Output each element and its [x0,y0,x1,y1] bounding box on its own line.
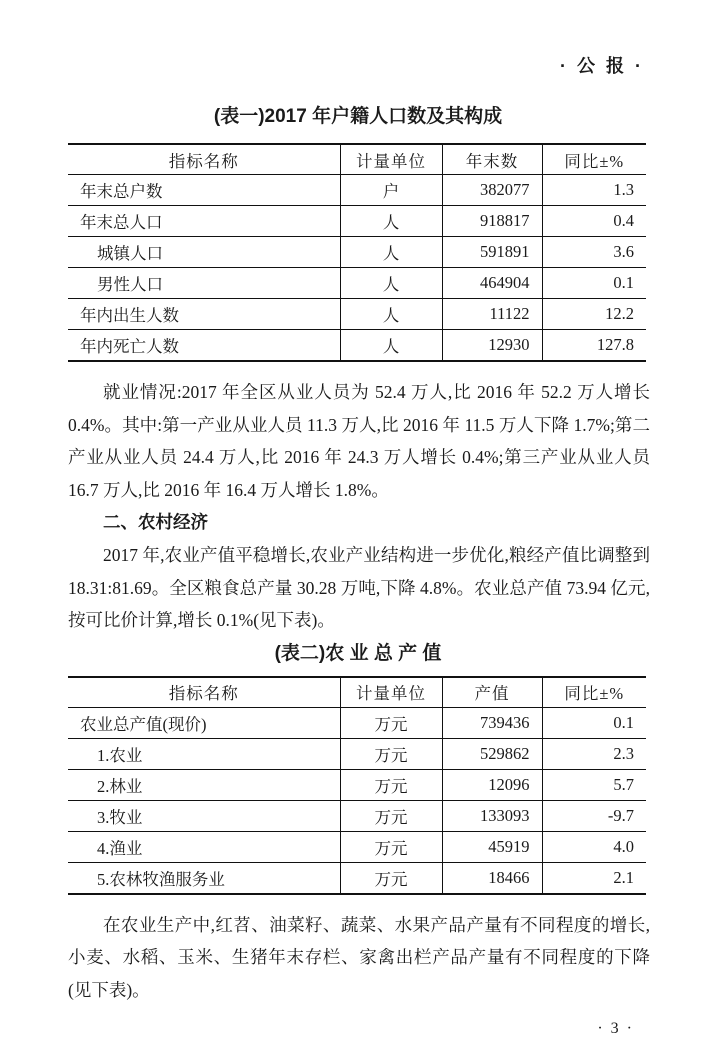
table-row [68,175,646,206]
table-row [68,800,646,831]
cell-indicator: 3.牧业 [68,800,340,831]
cell-yoy: 0.1 [542,268,646,299]
table-row [68,330,646,362]
table2-agriculture-output [68,676,646,895]
table-row [68,206,646,237]
table-row [68,707,646,738]
table-row [68,268,646,299]
cell-indicator: 年内死亡人数 [68,330,340,362]
cell-unit: 万元 [340,862,442,894]
agriculture-output-paragraph: 2017 年,农业产值平稳增长,农业产业结构进一步优化,粮经产值比调整到 18.31:81.69。全区粮食总产量 30.28 万吨,下降 4.8%。农业总产值 73.94 亿元,按可比价计算,增长 0.1%(见下表)。 [68,545,650,630]
table2-col-output: 产值 [442,677,542,708]
table2-col-yoy: 同比±% [542,677,646,708]
table-row [68,237,646,268]
table2-col-unit: 计量单位 [340,677,442,708]
cell-unit: 万元 [340,707,442,738]
header-title: · 公 报 · [560,56,644,76]
cell-unit: 万元 [340,800,442,831]
cell-value: 133093 [442,800,542,831]
cell-indicator: 4.渔业 [68,831,340,862]
table2-col-indicator: 指标名称 [68,677,340,708]
cell-yoy: 1.3 [542,175,646,206]
cell-value: 529862 [442,738,542,769]
cell-unit: 人 [340,268,442,299]
cell-value: 739436 [442,707,542,738]
table1-household-population [68,143,646,362]
cell-yoy: 0.1 [542,707,646,738]
table-row [68,738,646,769]
table-row [68,862,646,894]
cell-indicator: 年末总人口 [68,206,340,237]
cell-yoy: 2.3 [542,738,646,769]
table2-header-row [68,677,646,708]
cell-unit: 人 [340,299,442,330]
cell-value: 18466 [442,862,542,894]
employment-paragraph: 就业情况:2017 年全区从业人员为 52.4 万人,比 2016 年 52.2 万人增长 0.4%。其中:第一产业从业人员 11.3 万人,比 2016 年 11.5 万人下降 1.7%;第二产业从业人员 24.4 万人,比 2016 年 24.3 万人增长 0.4%;第三产业从业人员 16.7 万人,比 2016 年 16.4 万人增长 1.8%。 [68,382,650,500]
cell-value: 11122 [442,299,542,330]
cell-indicator: 农业总产值(现价) [68,707,340,738]
table1-col-indicator: 指标名称 [68,144,340,175]
table1-col-yearend: 年末数 [442,144,542,175]
cell-yoy: 127.8 [542,330,646,362]
cell-yoy: 12.2 [542,299,646,330]
agriculture-products-paragraph: 在农业生产中,红苕、油菜籽、蔬菜、水果产品产量有不同程度的增长,小麦、水稻、玉米、生猪年末存栏、家禽出栏产品产量有不同程度的下降(见下表)。 [68,914,650,1000]
page-header [0,0,716,78]
table1-col-yoy: 同比±% [542,144,646,175]
section-heading-rural-economy: 二、农村经济 [103,512,208,532]
cell-unit: 人 [340,237,442,268]
table1-col-unit: 计量单位 [340,144,442,175]
cell-indicator: 年内出生人数 [68,299,340,330]
cell-indicator: 城镇人口 [68,237,340,268]
cell-indicator: 2.林业 [68,769,340,800]
cell-value: 918817 [442,206,542,237]
table-row [68,299,646,330]
cell-value: 464904 [442,268,542,299]
cell-yoy: 2.1 [542,862,646,894]
cell-unit: 人 [340,206,442,237]
cell-unit: 万元 [340,769,442,800]
cell-unit: 户 [340,175,442,206]
cell-yoy: -9.7 [542,800,646,831]
page-number: · 3 · [597,1020,634,1037]
cell-value: 382077 [442,175,542,206]
table1-title: (表一)2017 年户籍人口数及其构成 [213,106,503,127]
cell-indicator: 1.农业 [68,738,340,769]
cell-value: 12096 [442,769,542,800]
cell-indicator: 年末总户数 [68,175,340,206]
cell-unit: 万元 [340,738,442,769]
cell-unit: 万元 [340,831,442,862]
table-row [68,831,646,862]
table2-title: (表二)农 业 总 产 值 [274,642,442,664]
cell-yoy: 0.4 [542,206,646,237]
table-row [68,769,646,800]
cell-indicator: 5.农林牧渔服务业 [68,862,340,894]
cell-value: 12930 [442,330,542,362]
table1-header-row [68,144,646,175]
cell-yoy: 5.7 [542,769,646,800]
cell-value: 591891 [442,237,542,268]
cell-yoy: 4.0 [542,831,646,862]
cell-value: 45919 [442,831,542,862]
cell-indicator: 男性人口 [68,268,340,299]
cell-yoy: 3.6 [542,237,646,268]
cell-unit: 人 [340,330,442,362]
